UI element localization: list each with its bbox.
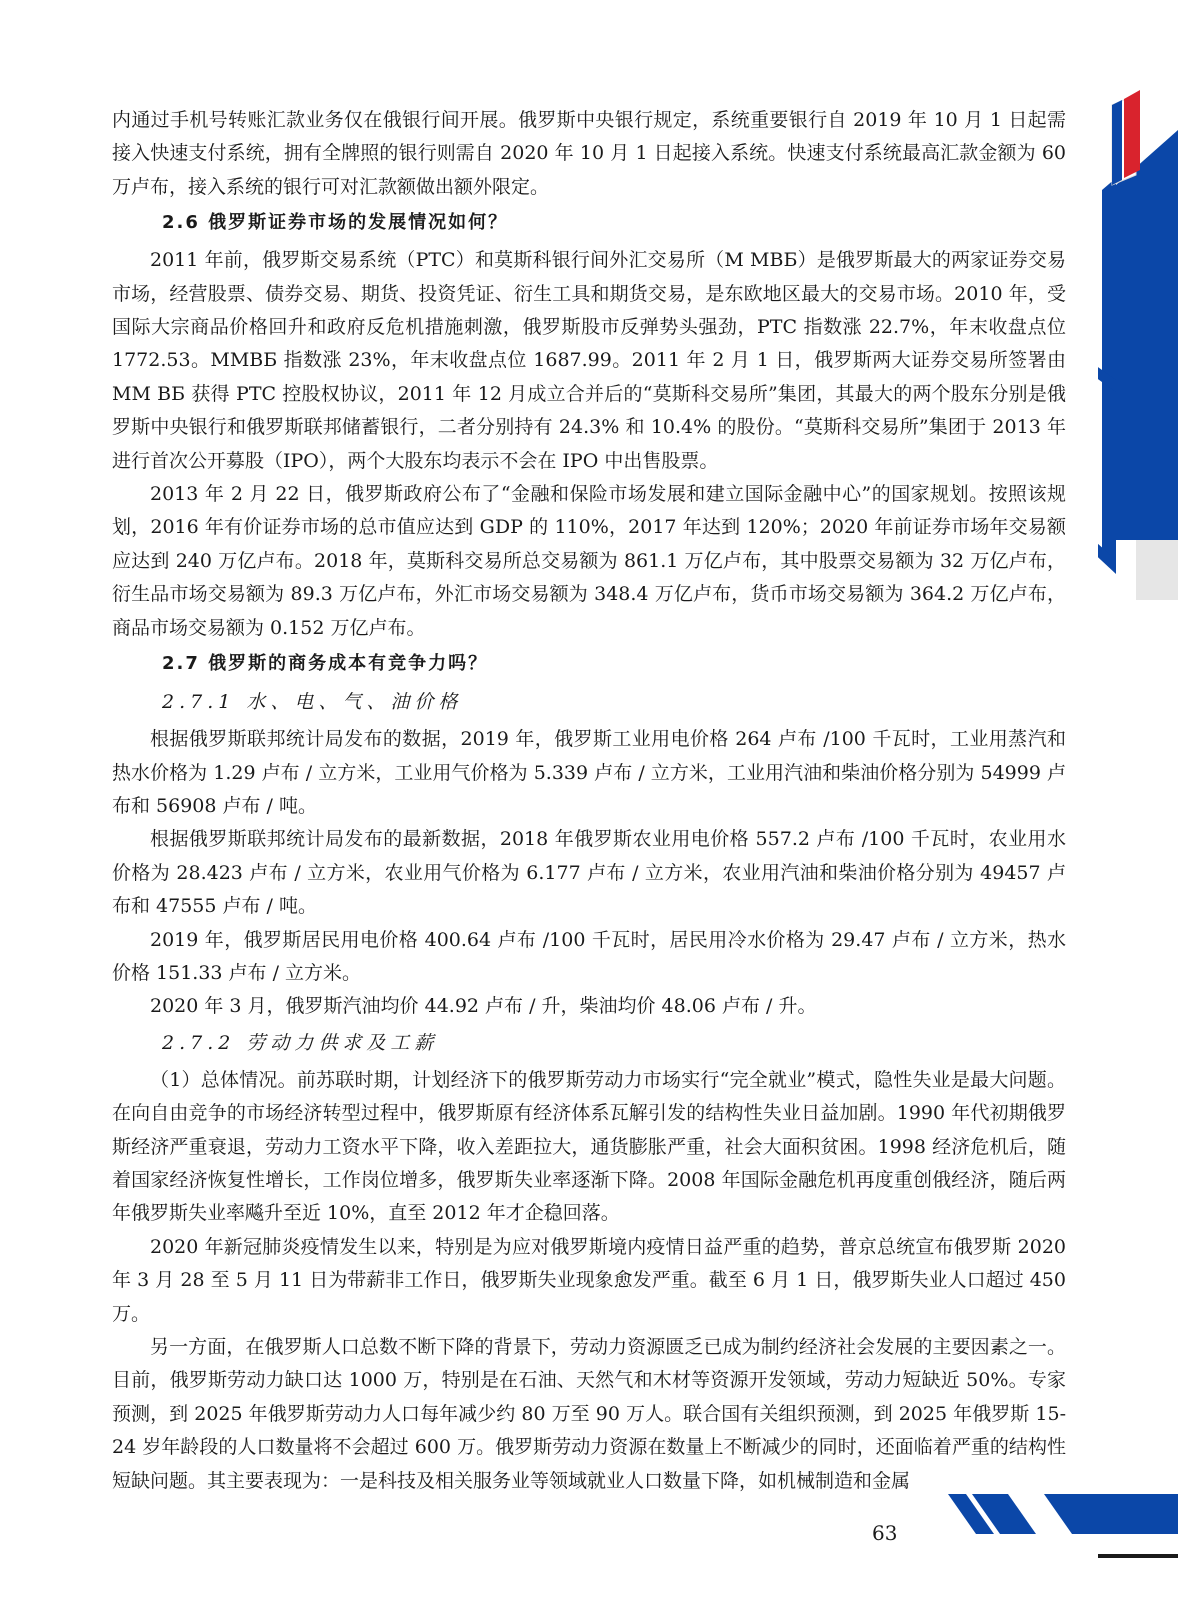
paragraph: 2020 年 3 月，俄罗斯汽油均价 44.92 卢布 / 升，柴油均价 48.06 卢布 / 升。 bbox=[150, 995, 817, 1018]
section-heading: 2.7 俄罗斯的商务成本有竞争力吗？ bbox=[162, 653, 489, 675]
subsection-heading: 2.7.2 劳动力供求及工薪 bbox=[162, 1031, 439, 1054]
flag-blue bbox=[1112, 100, 1122, 185]
paragraph: 2011 年前，俄罗斯交易系统（PTC）和莫斯科银行间外汇交易所（M MBБ）是俄罗斯最大的两家证券交易市场，经营股票、债券交易、期货、投资凭证、衍生工具和期货交易，是东欧地区最大的交易市场。2010 年，受国际大宗商品价格回升和政府反危机措施刺激，俄罗斯股市反弹势头强劲，PTC 指数涨 22.7%，年末收盘点位 1772.53。MMBБ 指数涨 23%，年末收盘点位 1687.99。2011 年 2 月 1 日，俄罗斯两大证券交易所签署由 MM BБ 获得 PTC 控股权协议，2011 年 12 月成立合并后的“莫斯科交易所”集团，其最大的两个股东分别是俄罗斯中央银行和俄罗斯联邦储蓄银行，二者分别持有 24.3% 和 10.4% 的股份。“莫斯科交易所”集团于 2013 年进行首次公开募股（IPO），两个大股东均表示不会在 IPO 中出售股票。 bbox=[112, 249, 1066, 472]
section-heading: 2.6 俄罗斯证券市场的发展情况如何？ bbox=[162, 212, 509, 234]
paragraph: 2020 年新冠肺炎疫情发生以来，特别是为应对俄罗斯境内疫情日益严重的趋势，普京总统宣布俄罗斯 2020 年 3 月 28 至 5 月 11 日为带薪非工作日，俄罗斯失业现象愈发严重。截至 6 月 1 日，俄罗斯失业人口超过 450 万。 bbox=[112, 1235, 1066, 1325]
paragraph: 2019 年，俄罗斯居民用电价格 400.64 卢布 /100 千瓦时，居民用冷水价格为 29.47 卢布 / 立方米，热水价格 151.33 卢布 / 立方米。 bbox=[112, 928, 1066, 984]
footer-stripes-decoration bbox=[948, 1494, 1178, 1564]
paragraph: 另一方面，在俄罗斯人口总数不断下降的背景下，劳动力资源匮乏已成为制约经济社会发展的主要因素之一。目前，俄罗斯劳动力缺口达 1000 万，特别是在石油、天然气和木材等资源开发领域，劳动力短缺近 50%。专家预测，到 2025 年俄罗斯劳动力人口每年减少约 80 万至 90 万人。联合国有关组织预测，到 2025 年俄罗斯 15-24 岁年龄段的人口数量将不会超过 600 万。俄罗斯劳动力资源在数量上不断减少的同时，还面临着严重的结构性短缺问题。其主要表现为：一是科技及相关服务业等领域就业人口数量下降，如机械制造和金属 bbox=[112, 1336, 1066, 1492]
footer-stripe-3 bbox=[1044, 1494, 1178, 1534]
paragraph: 2013 年 2 月 22 日，俄罗斯政府公布了“金融和保险市场发展和建立国际金融中心”的国家规划。按照该规划，2016 年有价证券市场的总市值应达到 GDP 的 110%，2017 年达到 120%；2020 年前证券市场年交易额应达到 240 万亿卢布。2018 年，莫斯科交易所总交易额为 861.1 万亿卢布，其中股票交易额为 32 万亿卢布，衍生品市场交易额为 89.3 万亿卢布，外汇市场交易额为 348.4 万亿卢布，货币市场交易额为 364.2 万亿卢布，商品市场交易额为 0.152 万亿卢布。 bbox=[112, 483, 1066, 639]
footer-underline bbox=[1098, 1554, 1178, 1558]
page-number: 63 bbox=[872, 1521, 898, 1545]
band-stripe bbox=[1102, 178, 1116, 560]
subsection-heading: 2.7.1 水、电、气、油价格 bbox=[162, 691, 463, 714]
page-content bbox=[112, 104, 1066, 1498]
paragraph: 根据俄罗斯联邦统计局发布的最新数据，2018 年俄罗斯农业用电价格 557.2 卢布 /100 千瓦时，农业用水价格为 28.423 卢布 / 立方米，农业用气价格为 6.177 卢布 / 立方米，农业用汽油和柴油价格分别为 49457 卢布和 47555 卢布 / 吨。 bbox=[112, 828, 1066, 918]
paragraph: 根据俄罗斯联邦统计局发布的数据，2019 年，俄罗斯工业用电价格 264 卢布 /100 千瓦时，工业用蒸汽和热水价格为 1.29 卢布 / 立方米，工业用气价格为 5.339 卢布 / 立方米，工业用汽油和柴油价格分别为 54999 卢布和 56908 卢布 / 吨。 bbox=[112, 728, 1066, 817]
flag-band-decoration bbox=[1098, 0, 1178, 600]
band-blue-main bbox=[1116, 130, 1178, 540]
paragraph: 内通过手机号转账汇款业务仅在俄银行间开展。俄罗斯中央银行规定，系统重要银行自 2019 年 10 月 1 日起需接入快速支付系统，拥有全牌照的银行则需自 2020 年 10 月 1 日起接入系统。快速支付系统最高汇款金额为 60 万卢布，接入系统的银行可对汇款额做出额外限定。 bbox=[112, 109, 1066, 198]
flag-red bbox=[1124, 90, 1140, 178]
paragraph: （1）总体情况。前苏联时期，计划经济下的俄罗斯劳动力市场实行“完全就业”模式，隐性失业是最大问题。在向自由竞争的市场经济转型过程中，俄罗斯原有经济体系瓦解引发的结构性失业日益加剧。1990 年代初期俄罗斯经济严重衰退，劳动力工资水平下降，收入差距拉大，通货膨胀严重，社会大面积贫困。1998 经济危机后，随着国家经济恢复性增长，工作岗位增多，俄罗斯失业率逐渐下降。2008 年国际金融危机再度重创俄经济，随后两年俄罗斯失业率飚升至近 10%，直至 2012 年才企稳回落。 bbox=[112, 1068, 1066, 1225]
